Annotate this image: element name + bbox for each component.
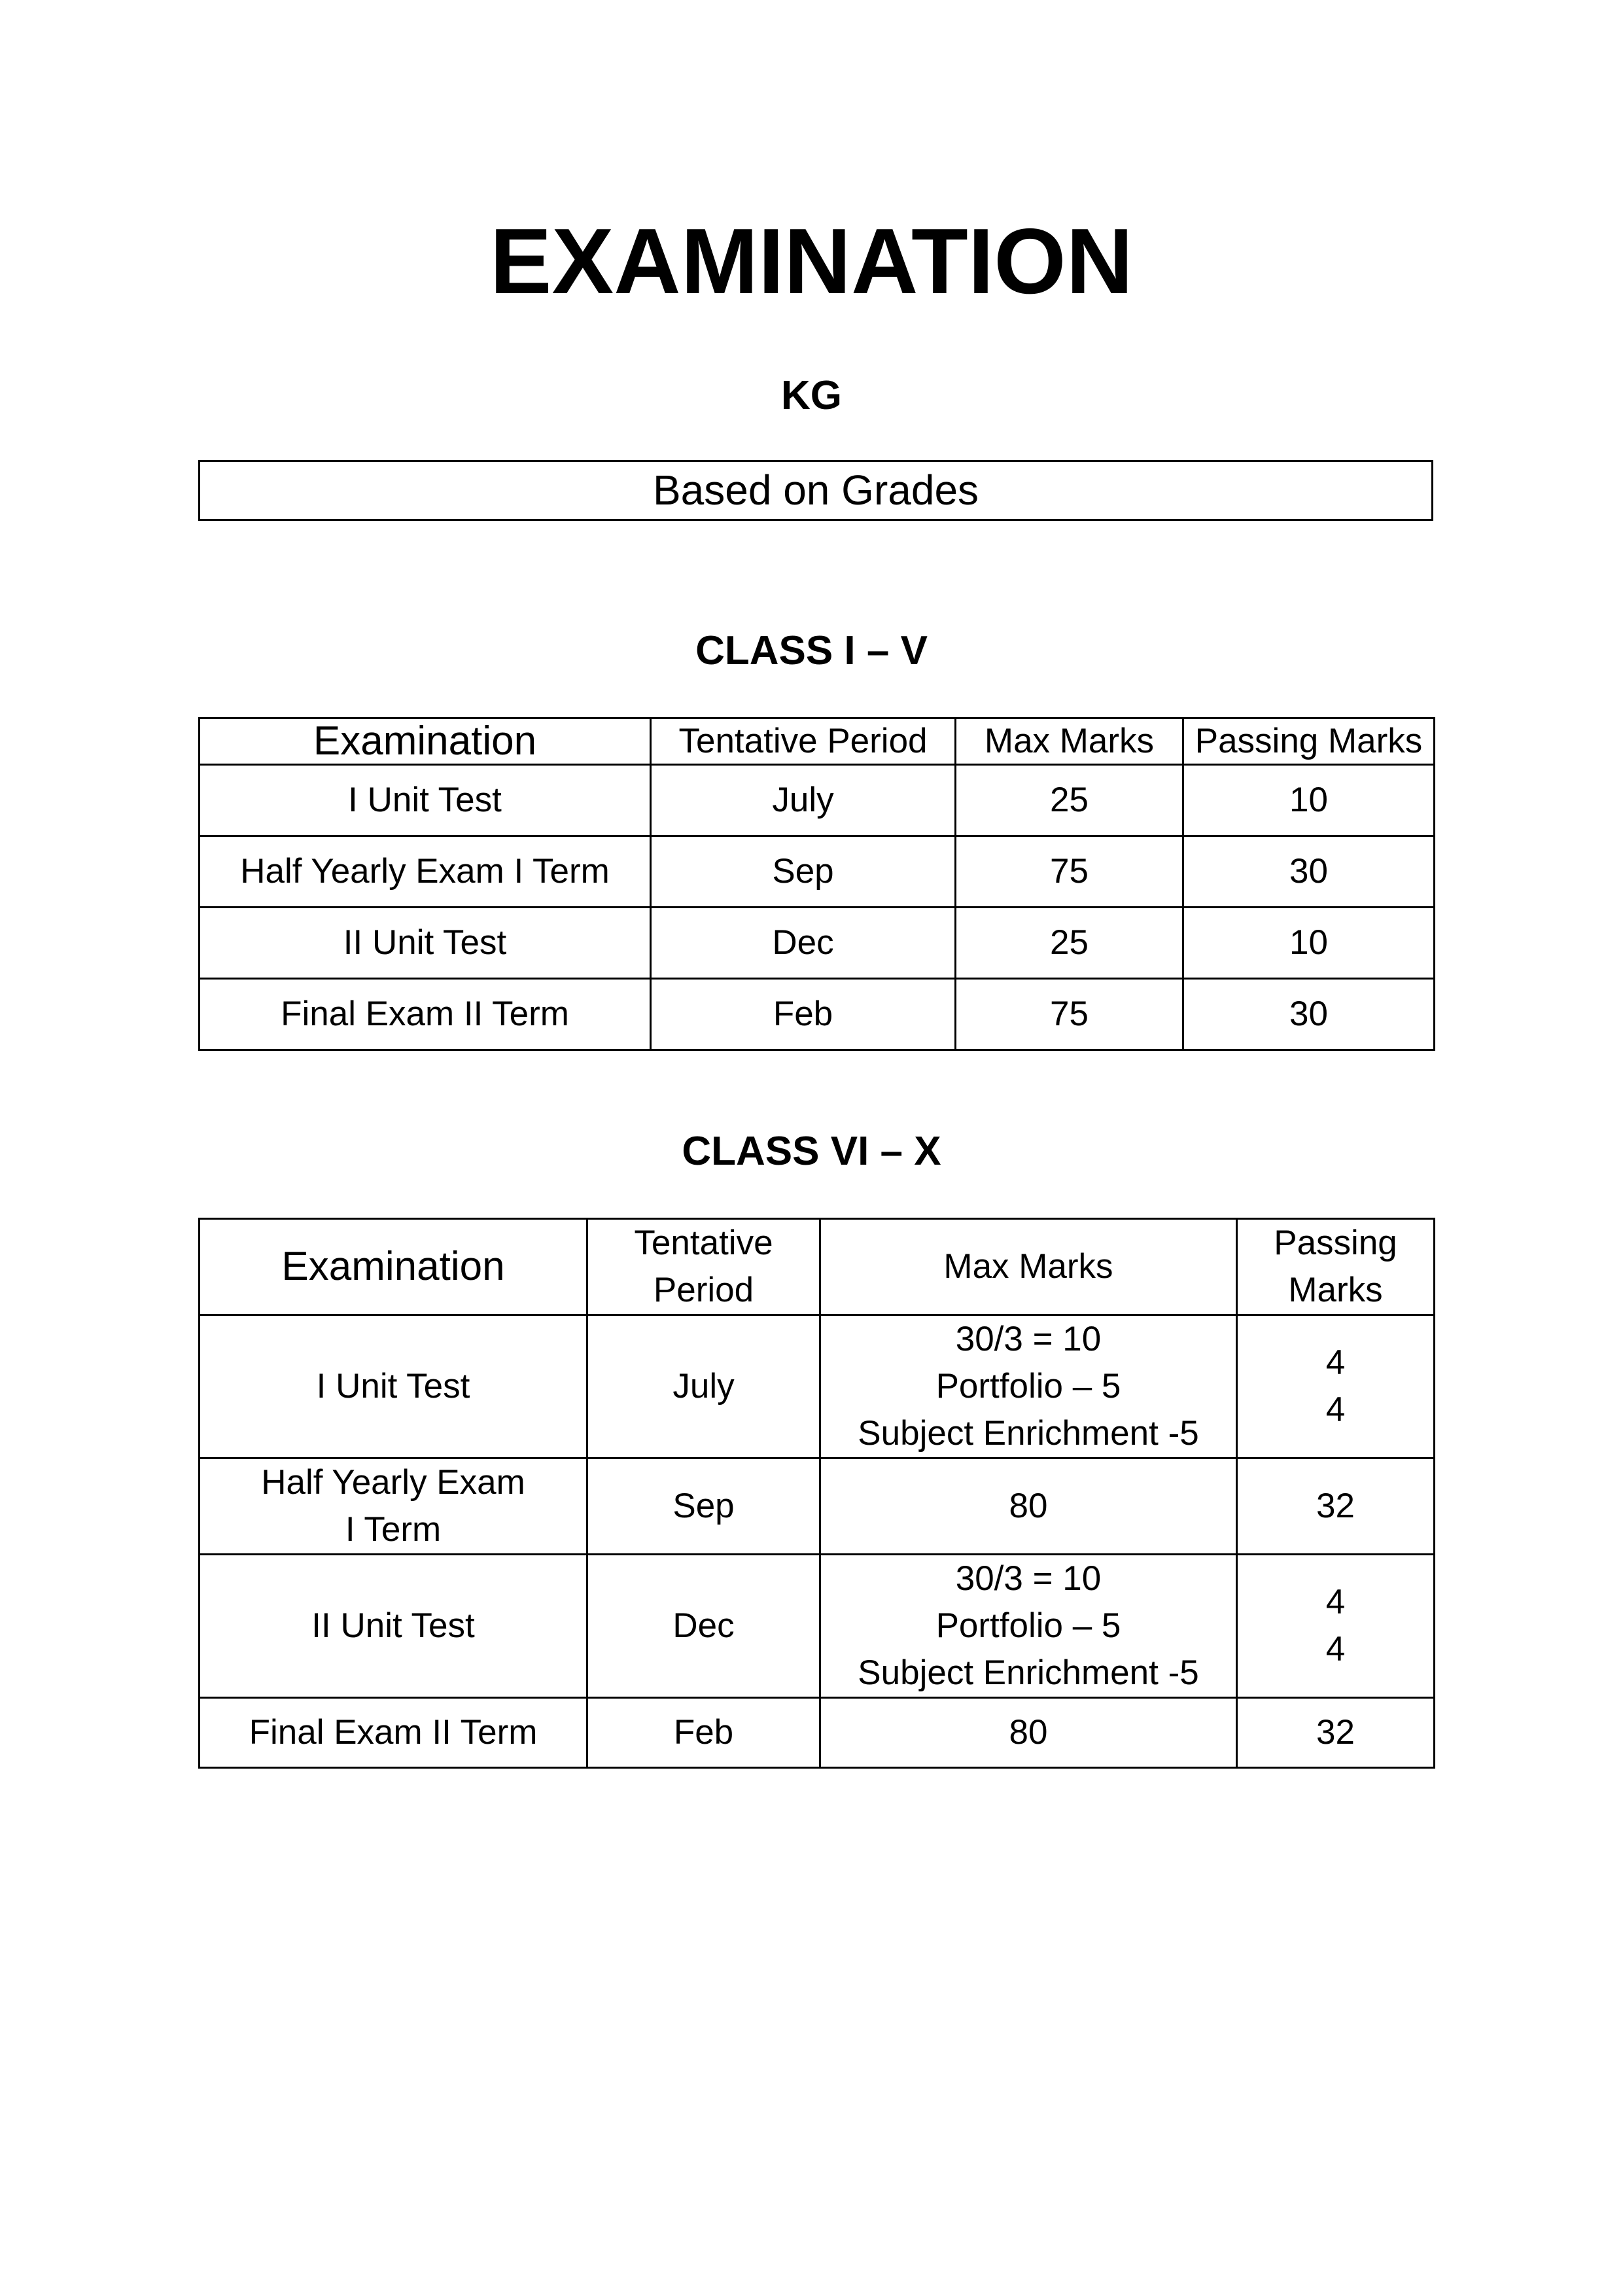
class-1-5-heading: CLASS I – V — [695, 628, 928, 673]
column-header-max-marks: Max Marks — [820, 1219, 1237, 1315]
column-header-tentative-period: Tentative Period — [587, 1219, 820, 1315]
table-row — [200, 979, 1435, 1050]
column-header-examination: Examination — [200, 1219, 587, 1315]
cell-passing-marks: 4 4 — [1237, 1555, 1435, 1698]
cell-examination: Final Exam II Term — [200, 979, 651, 1050]
cell-period: Dec — [651, 908, 956, 979]
cell-passing-marks: 30 — [1183, 979, 1435, 1050]
cell-max-marks: 30/3 = 10 Portfolio – 5 Subject Enrichment -5 — [820, 1315, 1237, 1458]
table-header-row — [200, 718, 1435, 765]
class-1-5-table — [198, 717, 1435, 1051]
cell-max-marks: 30/3 = 10 Portfolio – 5 Subject Enrichment -5 — [820, 1555, 1237, 1698]
page-title: EXAMINATION — [489, 209, 1134, 313]
cell-examination: I Unit Test — [200, 1315, 587, 1458]
cell-max-marks: 80 — [820, 1458, 1237, 1555]
column-header-max-marks: Max Marks — [956, 718, 1183, 765]
cell-period: Dec — [587, 1555, 820, 1698]
cell-max-marks: 75 — [956, 836, 1183, 908]
column-header-examination: Examination — [200, 718, 651, 765]
cell-examination: Half Yearly Exam I Term — [200, 1458, 587, 1555]
kg-grades-note: Based on Grades — [198, 460, 1433, 521]
cell-period: Feb — [587, 1698, 820, 1768]
cell-max-marks: 75 — [956, 979, 1183, 1050]
cell-max-marks: 25 — [956, 908, 1183, 979]
table-row — [200, 1458, 1435, 1555]
table-row — [200, 765, 1435, 836]
cell-passing-marks: 32 — [1237, 1698, 1435, 1768]
cell-passing-marks: 10 — [1183, 765, 1435, 836]
class-6-10-heading: CLASS VI – X — [682, 1129, 941, 1174]
class-6-10-table — [198, 1218, 1435, 1769]
cell-period: Sep — [651, 836, 956, 908]
cell-passing-marks: 30 — [1183, 836, 1435, 908]
table-header-row — [200, 1219, 1435, 1315]
cell-examination: Final Exam II Term — [200, 1698, 587, 1768]
cell-passing-marks: 4 4 — [1237, 1315, 1435, 1458]
column-header-tentative-period: Tentative Period — [651, 718, 956, 765]
table-row — [200, 836, 1435, 908]
cell-period: Feb — [651, 979, 956, 1050]
column-header-passing-marks: Passing Marks — [1183, 718, 1435, 765]
kg-heading: KG — [781, 373, 842, 418]
table-row — [200, 1315, 1435, 1458]
cell-period: July — [651, 765, 956, 836]
table-row — [200, 908, 1435, 979]
cell-max-marks: 80 — [820, 1698, 1237, 1768]
table-row — [200, 1555, 1435, 1698]
cell-examination: II Unit Test — [200, 1555, 587, 1698]
cell-passing-marks: 10 — [1183, 908, 1435, 979]
cell-passing-marks: 32 — [1237, 1458, 1435, 1555]
cell-period: Sep — [587, 1458, 820, 1555]
cell-period: July — [587, 1315, 820, 1458]
column-header-passing-marks: Passing Marks — [1237, 1219, 1435, 1315]
cell-max-marks: 25 — [956, 765, 1183, 836]
cell-examination: Half Yearly Exam I Term — [200, 836, 651, 908]
table-row — [200, 1698, 1435, 1768]
cell-examination: I Unit Test — [200, 765, 651, 836]
cell-examination: II Unit Test — [200, 908, 651, 979]
